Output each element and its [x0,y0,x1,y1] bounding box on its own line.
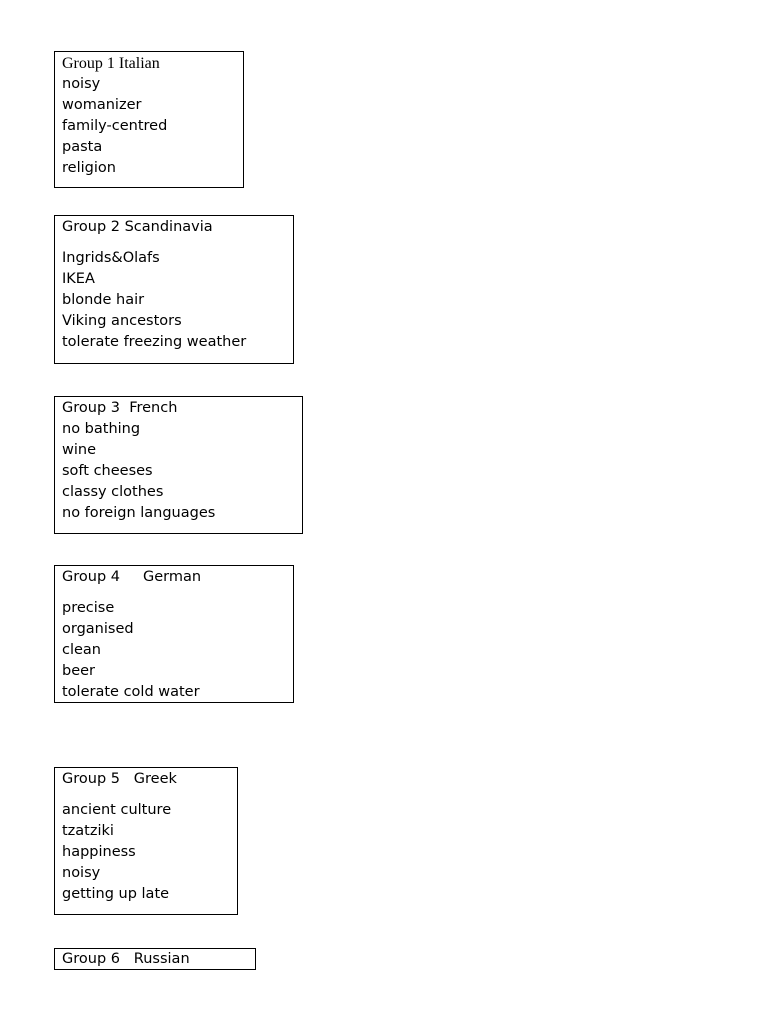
list-item: organised [62,621,134,637]
list-item: IKEA [62,271,95,287]
list-item: tolerate freezing weather [62,334,247,350]
group-box-russian [54,948,256,970]
list-item: clean [62,642,101,658]
group-box-italian [54,51,244,188]
list-item: ancient culture [62,802,172,818]
list-item: womanizer [62,97,142,113]
group-heading: Group 1 Italian [62,55,160,72]
list-item: tzatziki [62,823,114,839]
list-item: beer [62,663,96,679]
trait-list [62,419,295,524]
list-item: noisy [62,865,101,881]
list-item: pasta [62,139,103,155]
list-item: no foreign languages [62,505,216,521]
group-box-german [54,565,294,703]
group-heading: Group 3 French [62,400,178,416]
list-item: getting up late [62,886,170,902]
list-item: classy clothes [62,484,164,500]
list-item: tolerate cold water [62,684,200,700]
list-item: happiness [62,844,136,860]
group-heading: Group 6 Russian [62,951,190,967]
trait-list [62,598,286,703]
list-item: soft cheeses [62,463,153,479]
group-heading: Group 5 Greek [62,771,177,787]
list-item: noisy [62,76,101,92]
group-box-french [54,396,303,534]
trait-list [62,800,230,905]
list-item: wine [62,442,96,458]
group-heading: Group 2 Scandinavia [62,219,213,235]
list-item: religion [62,160,116,176]
list-item: no bathing [62,421,141,437]
list-item: blonde hair [62,292,145,308]
list-item: Ingrids&Olafs [62,250,160,266]
trait-list [62,74,236,179]
list-item: family-centred [62,118,168,134]
list-item: precise [62,600,115,616]
list-item: Viking ancestors [62,313,182,329]
group-heading: Group 4 German [62,569,202,585]
group-box-greek [54,767,238,915]
group-box-scandinavia [54,215,294,364]
trait-list [62,248,286,353]
